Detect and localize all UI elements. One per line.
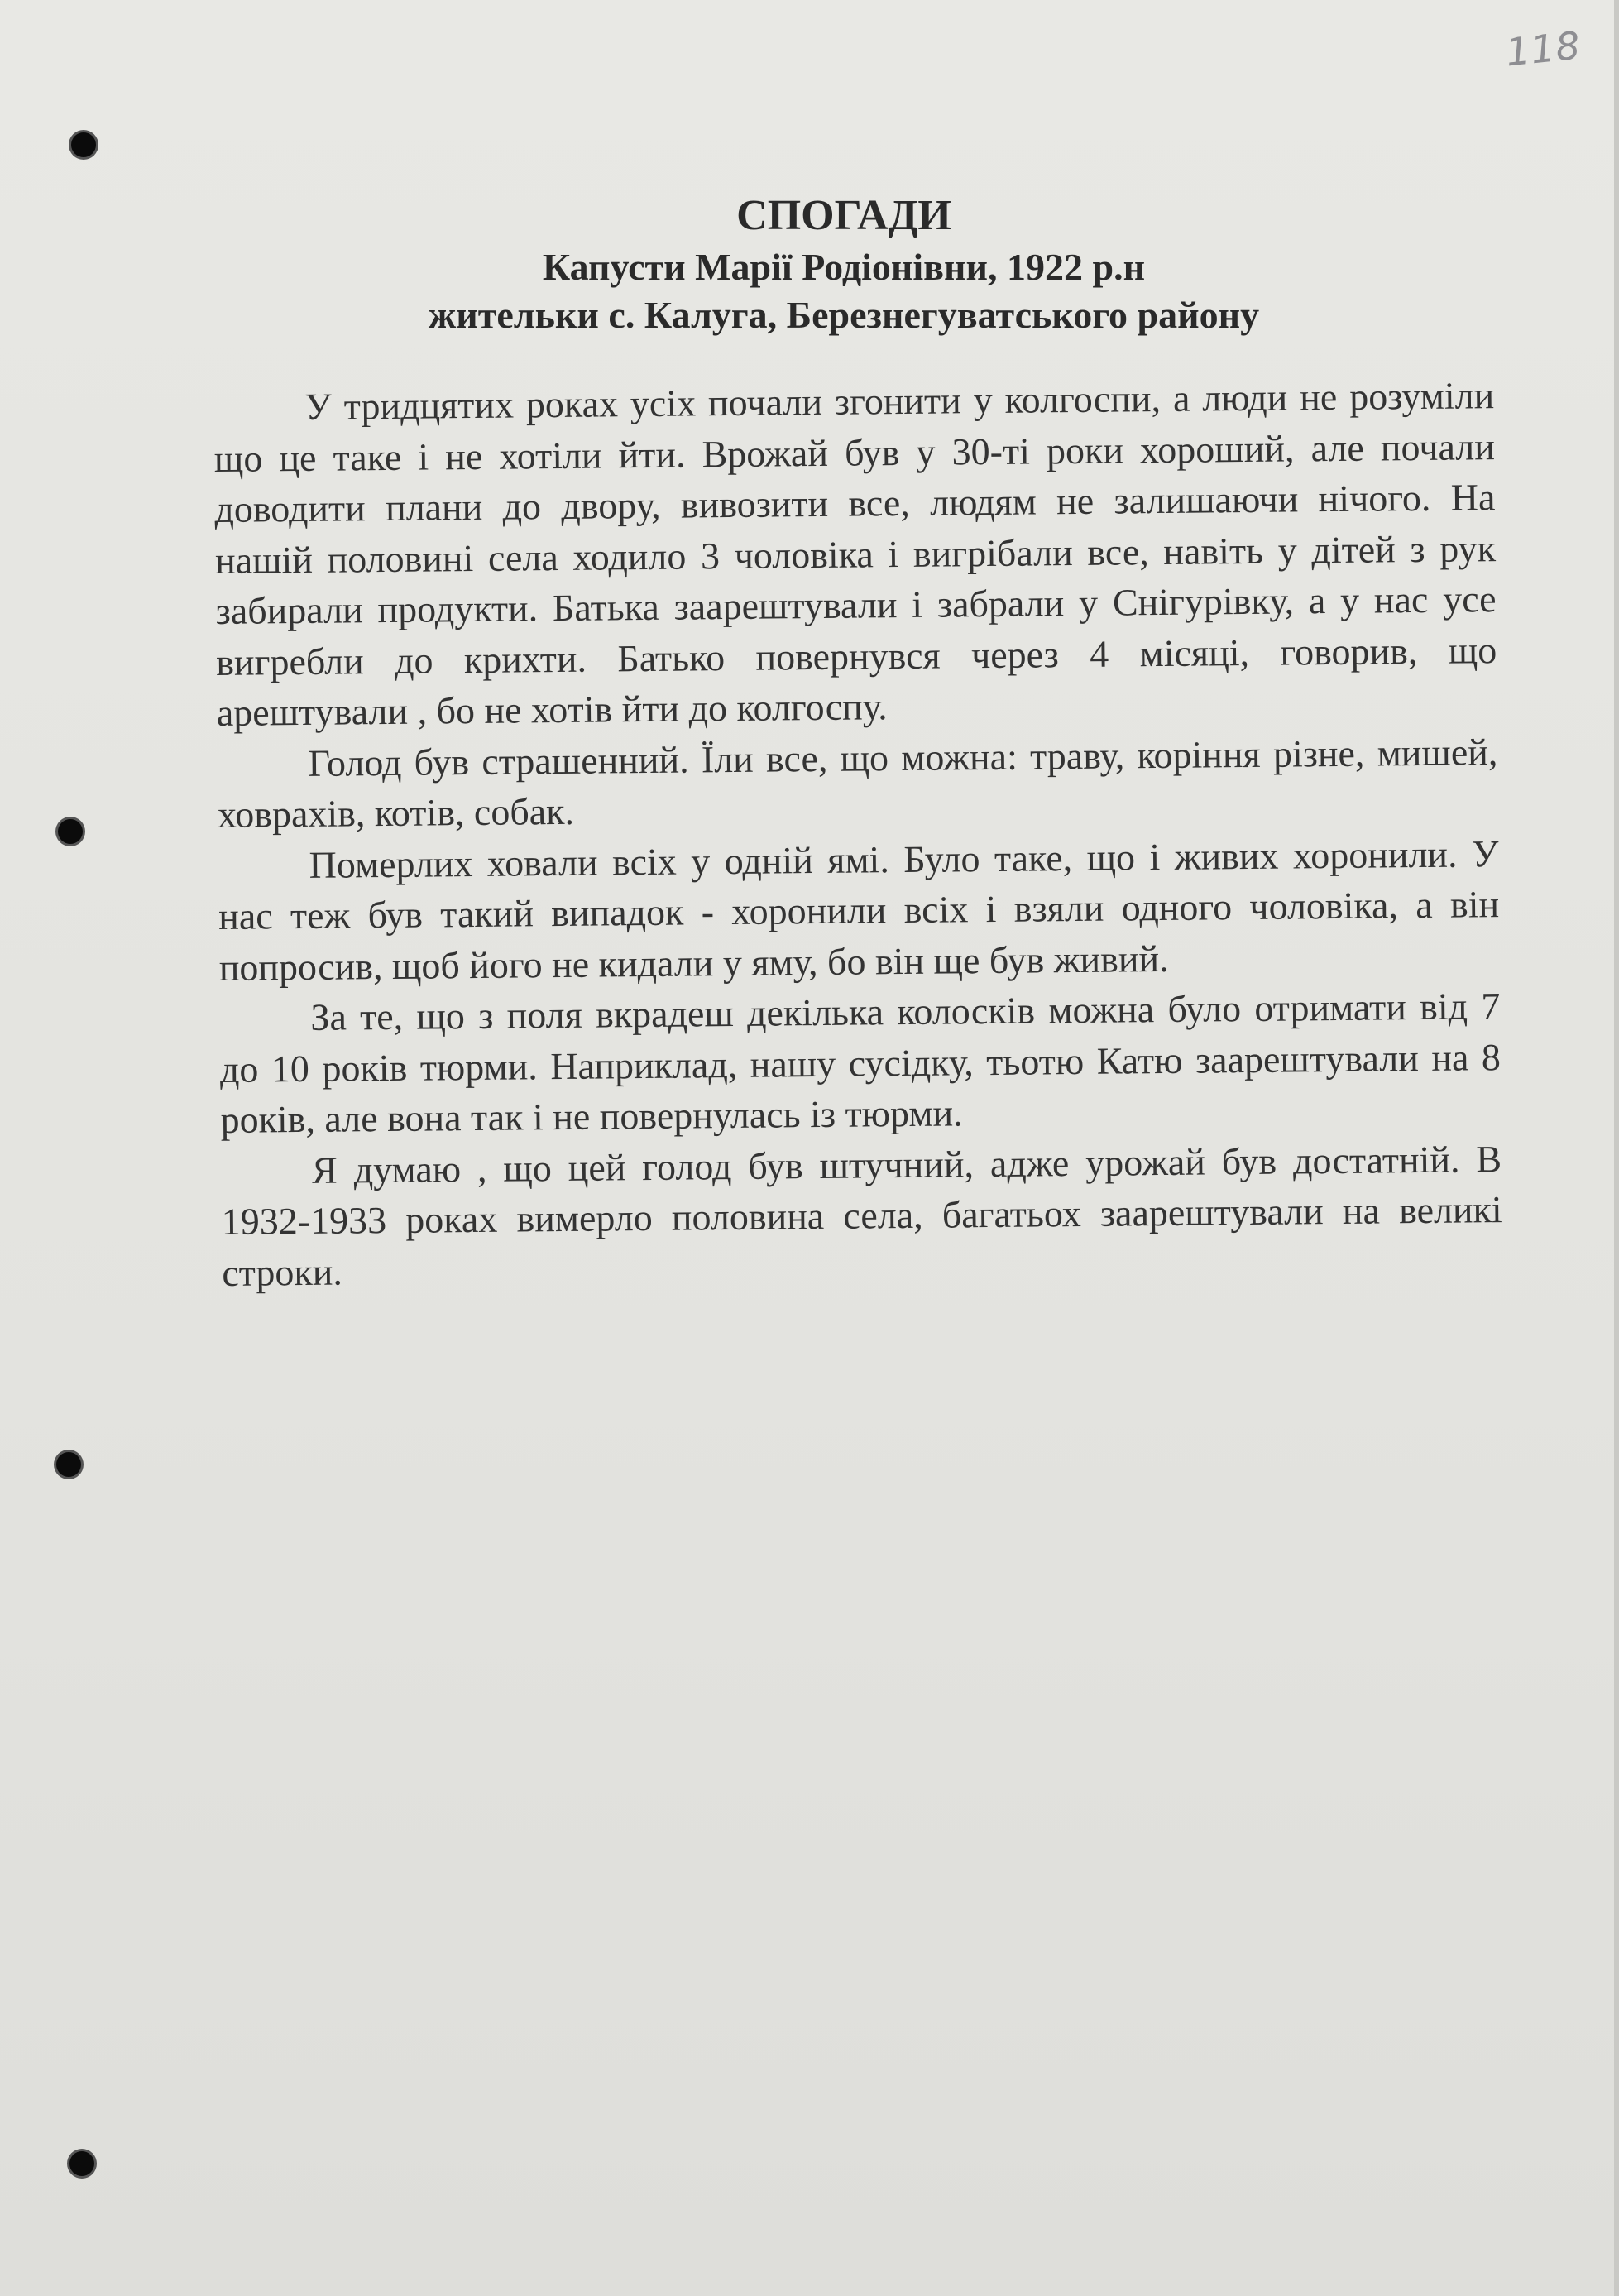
handwritten-page-number: 118	[1503, 22, 1583, 75]
document-subtitle-residence: жительки с. Калуга, Березнегуватського району	[428, 294, 1260, 336]
paragraph: Голод був страшенний. Їли все, що можна: траву, коріння різне, мишей, ховрахів, котів, собак.	[217, 730, 1498, 836]
paragraph: Померлих ховали всіх у одній ямі. Було таке, що і живих хоронили. У нас теж був такий випадок - хоронили всіх і взяли одного чоловіка, а він попросив, щоб його не кидали у яму, бо він ще був живий.	[218, 832, 1500, 989]
punch-hole	[56, 1452, 81, 1477]
paragraph: Я думаю , що цей голод був штучний, адже урожай був достатній. В 1932-1933 роках вимерло половина села, багатьох заарештували на великі строки.	[221, 1137, 1502, 1294]
document-subtitle-name: Капусти Марії Родіонівни, 1922 р.н	[542, 246, 1146, 288]
testimony-body	[213, 370, 1503, 1298]
page-edge-shadow	[1614, 0, 1619, 2296]
paragraph: У тридцятих роках усіх почали згонити у колгоспи, а люди не розуміли що це таке і не хотіли йти. Врожай був у 30-ті роки хороший, але почали доводити плани до двору, вивозити все, людям не залишаючи нічого. На нашій половині села ходило 3 чоловіка і вигрібали все, навіть у дітей з рук забирали продукти. Батька заарештували і забрали у Снігурівку, а у нас усе вигребли до крихти. Батько повернувся через 4 місяці, говорив, що арештували , бо не хотів йти до колгоспу.	[213, 374, 1497, 734]
paragraph: За те, що з поля вкрадеш декілька колосків можна було отримати від 7 до 10 років тюрми. Наприклад, нашу сусідку, тьотю Катю заарештували на 8 років, але вона так і не повернулась із тюрми.	[219, 985, 1502, 1141]
punch-hole	[71, 132, 96, 157]
punch-hole	[69, 2151, 94, 2176]
punch-hole	[58, 819, 83, 844]
document-header	[215, 189, 1473, 339]
document-title: СПОГАДИ	[736, 192, 951, 239]
